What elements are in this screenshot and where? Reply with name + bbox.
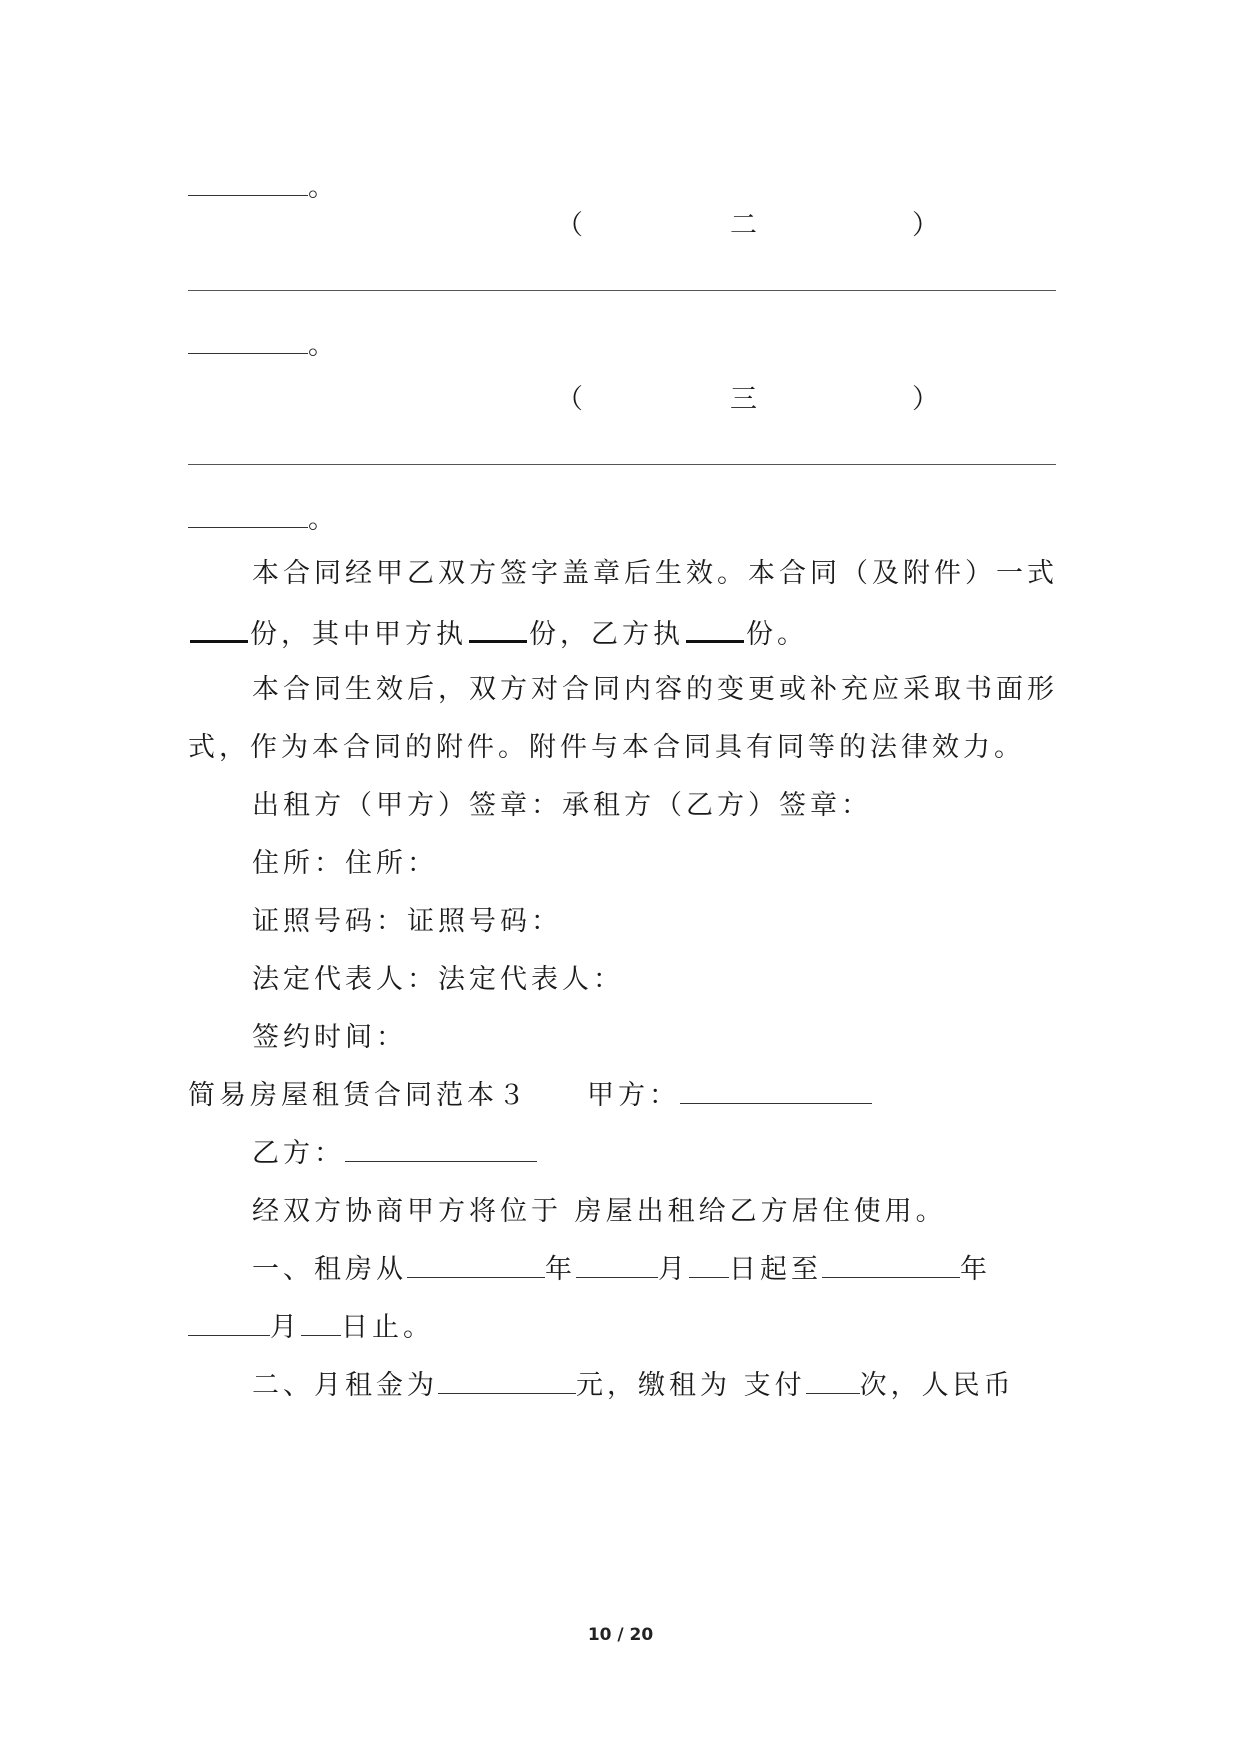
section-three-close-paren: ）	[912, 384, 939, 415]
party-b-line	[252, 1134, 537, 1174]
copies-text-a: 份，其中甲方执	[250, 619, 467, 650]
section-three-open-paren: （	[556, 384, 583, 415]
section-three-rule	[188, 464, 1056, 465]
year2-label: 年	[960, 1254, 991, 1285]
section-two-open-paren: （	[556, 210, 583, 241]
trailing-blank-2	[188, 326, 339, 366]
period-mark: 。	[308, 504, 339, 535]
changes-paragraph-line1: 本合同生效后，双方对合同内容的变更或补充应采取书面形	[252, 674, 1058, 705]
year-label: 年	[545, 1254, 576, 1285]
rent-line	[252, 1366, 1015, 1406]
start-year-blank	[407, 1251, 545, 1278]
party-a-blank	[680, 1077, 872, 1104]
signature-address: 住所：住所：	[252, 848, 438, 879]
contract3-title: 简易房屋租赁合同范本３	[188, 1080, 529, 1111]
copies-party-b-blank	[686, 612, 744, 643]
fill-blank	[188, 501, 308, 528]
section-two-rule	[188, 290, 1056, 291]
signature-license: 证照号码：证照号码：	[252, 906, 562, 937]
contract3-title-line	[188, 1076, 872, 1116]
changes-paragraph-line2: 式，作为本合同的附件。附件与本合同具有同等的法律效力。	[188, 732, 1025, 763]
end-month-blank	[188, 1309, 270, 1336]
day-end-label: 日止。	[341, 1312, 434, 1343]
copies-text-c: 份。	[746, 619, 808, 650]
section-two-close-paren: ）	[912, 210, 939, 241]
term-prefix: 一、租房从	[252, 1254, 407, 1285]
copies-paragraph-line2	[188, 612, 808, 655]
party-a-label: 甲方：	[587, 1080, 680, 1111]
term-line1	[252, 1250, 991, 1290]
trailing-blank-3	[188, 500, 339, 540]
period-mark: 。	[308, 172, 339, 203]
section-three-label: 三	[730, 384, 757, 415]
signature-representative: 法定代表人：法定代表人：	[252, 964, 624, 995]
copies-paragraph-line1: 本合同经甲乙双方签字盖章后生效。本合同（及附件）一式	[252, 558, 1058, 589]
fill-blank	[188, 169, 308, 196]
copies-text-b: 份，乙方执	[529, 619, 684, 650]
rent-end: 次，人民币	[859, 1370, 1015, 1401]
rent-amount-blank	[438, 1367, 576, 1394]
month2-label: 月	[270, 1312, 301, 1343]
copies-total-blank	[190, 612, 248, 643]
contract3-intro: 经双方协商甲方将位于 房屋出租给乙方居住使用。	[252, 1196, 947, 1227]
section-two-label: 二	[730, 210, 757, 241]
copies-party-a-blank	[469, 612, 527, 643]
signature-time: 签约时间：	[252, 1022, 407, 1053]
rent-prefix: 二、月租金为	[252, 1370, 438, 1401]
start-day-blank	[689, 1251, 729, 1278]
end-day-blank	[301, 1309, 341, 1336]
period-mark: 。	[308, 330, 339, 361]
day-from-label: 日起至	[729, 1254, 822, 1285]
start-month-blank	[576, 1251, 658, 1278]
rent-mid: 元，缴租为 支付	[576, 1370, 806, 1401]
end-year-blank	[822, 1251, 960, 1278]
page-number: 10 / 20	[587, 1625, 654, 1645]
payment-count-blank	[806, 1367, 860, 1394]
party-b-label: 乙方：	[252, 1138, 345, 1169]
term-line2	[188, 1308, 434, 1348]
trailing-blank-1	[188, 168, 339, 208]
fill-blank	[188, 327, 308, 354]
party-b-blank	[345, 1135, 537, 1162]
signature-signers: 出租方（甲方）签章：承租方（乙方）签章：	[252, 790, 872, 821]
month-label: 月	[658, 1254, 689, 1285]
